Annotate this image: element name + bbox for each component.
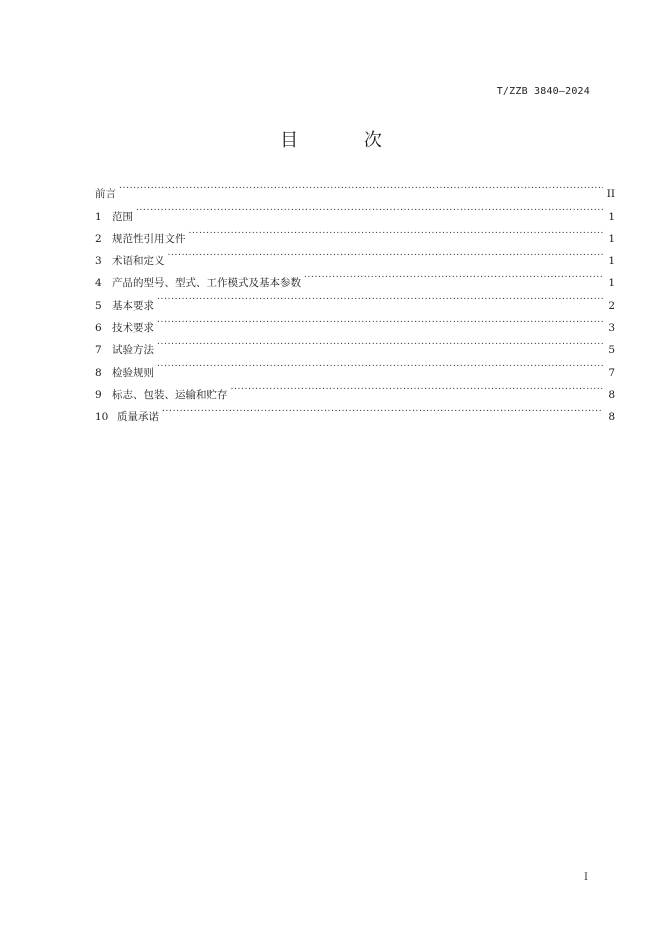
toc-entry-number: 2: [95, 232, 102, 245]
toc-leader-dots: [136, 197, 603, 219]
toc-leader-dots: [157, 286, 603, 308]
toc-entry[interactable]: [95, 398, 615, 424]
document-code: T/ZZB 3840—2024: [496, 86, 590, 97]
toc-entry-label: 技术要求: [112, 322, 154, 335]
toc-leader-dots: [168, 242, 604, 264]
toc-entry-page: 1: [608, 277, 615, 290]
toc-leader-dots: [189, 220, 604, 242]
toc-entry[interactable]: [95, 242, 615, 268]
toc-entry[interactable]: [95, 197, 615, 223]
toc-entry-number: 6: [95, 322, 102, 335]
toc-entry-page: 8: [608, 411, 615, 424]
toc-entry[interactable]: [95, 220, 615, 245]
toc-entry-label: 范围: [112, 210, 133, 223]
toc-entry-page: 1: [608, 210, 615, 223]
toc-leader-dots: [157, 353, 603, 375]
toc-entry[interactable]: [95, 286, 615, 312]
toc-entry-label: 标志、包装、运输和贮存: [112, 388, 228, 401]
toc-entry-page: 5: [608, 344, 615, 357]
toc-entry-label: 试验方法: [112, 344, 154, 357]
toc-entry-page: 7: [608, 366, 615, 379]
toc-entry-number: 10: [95, 411, 109, 424]
table-of-contents: [95, 175, 615, 424]
toc-entry-number: 9: [95, 388, 102, 401]
toc-entry-number: 1: [95, 210, 102, 223]
page-title: 目 次: [280, 130, 412, 151]
toc-entry-label: 规范性引用文件: [112, 232, 186, 245]
toc-entry-label: 质量承诺: [117, 411, 159, 424]
toc-leader-dots: [119, 175, 603, 197]
toc-entry[interactable]: [95, 309, 615, 335]
toc-entry[interactable]: [95, 175, 615, 201]
toc-entry-number: 4: [95, 277, 102, 290]
toc-entry-page: 3: [608, 322, 615, 335]
toc-entry-number: 7: [95, 344, 102, 357]
toc-entry-label: 前言: [95, 188, 116, 201]
toc-leader-dots: [162, 398, 603, 420]
toc-entry-label: 检验规则: [112, 366, 154, 379]
toc-leader-dots: [157, 331, 603, 353]
toc-entry[interactable]: [95, 331, 615, 357]
toc-leader-dots: [231, 376, 604, 398]
toc-entry[interactable]: [95, 264, 615, 290]
toc-entry-page: 2: [608, 299, 615, 312]
toc-entry-page: 8: [608, 388, 615, 401]
toc-entry-label: 基本要求: [112, 299, 154, 312]
toc-leader-dots: [157, 309, 603, 331]
toc-entry[interactable]: [95, 376, 615, 401]
toc-entry-page: 1: [608, 255, 615, 268]
toc-leader-dots: [304, 264, 603, 286]
toc-entry-number: 3: [95, 255, 102, 268]
toc-entry-number: 8: [95, 366, 102, 379]
toc-entry[interactable]: [95, 353, 615, 379]
page-number: I: [584, 872, 588, 883]
toc-entry-page: II: [606, 188, 615, 201]
toc-entry-page: 1: [608, 232, 615, 245]
toc-entry-label: 产品的型号、型式、工作模式及基本参数: [112, 277, 301, 290]
toc-entry-label: 术语和定义: [112, 255, 165, 268]
toc-entry-number: 5: [95, 299, 102, 312]
